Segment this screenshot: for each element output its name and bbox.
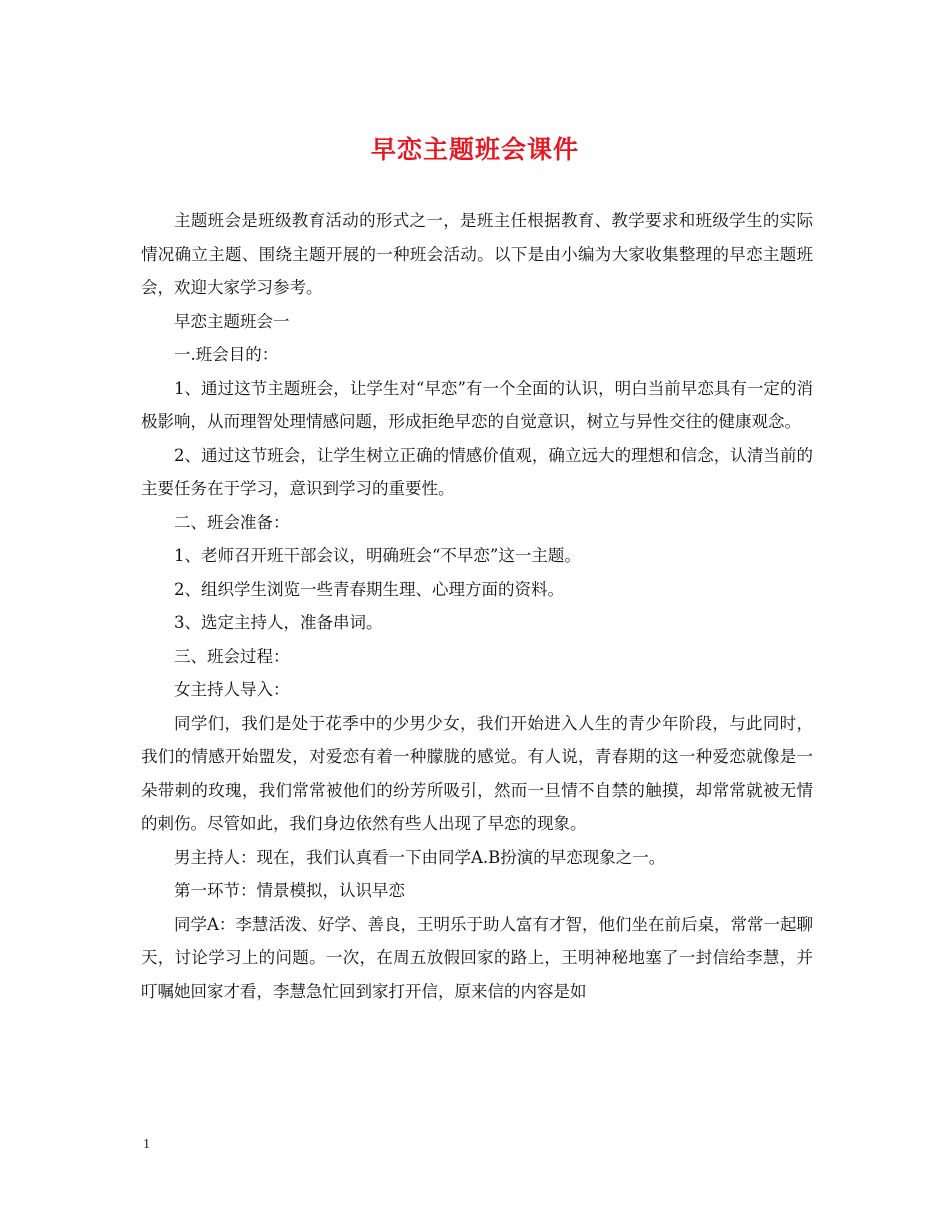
page-number: 1 [143, 1137, 150, 1152]
document-body [141, 204, 813, 1008]
paragraph: 1、老师召开班干部会议，明确班会“不早恋”这一主题。 [174, 546, 581, 565]
paragraph: 同学A：李慧活泼、好学、善良，王明乐于助人富有才智，他们坐在前后桌，常常一起聊天，讨论学习上的问题。一次，在周五放假回家的路上，王明神秘地塞了一封信给李慧，并叮嘱她回家才看，李慧急忙回到家打开信，原来信的内容是如 [141, 914, 813, 1001]
paragraph: 第一环节：情景模拟，认识早恋 [174, 881, 405, 900]
paragraph: 二、班会准备： [174, 512, 290, 532]
page-title: 早恋主题班会课件 [370, 135, 579, 164]
paragraph: 男主持人：现在，我们认真看一下由同学A.B扮演的早恋现象之一。 [174, 847, 666, 867]
paragraph: 2、组织学生浏览一些青春期生理、心理方面的资料。 [174, 579, 564, 599]
paragraph: 一.班会目的： [174, 345, 279, 364]
paragraph: 主题班会是班级教育活动的形式之一，是班主任根据教育、教学要求和班级学生的实际情况确立主题、围绕主题开展的一种班会活动。以下是由小编为大家收集整理的早恋主题班会，欢迎大家学习参考。 [141, 211, 813, 297]
paragraph: 女主持人导入： [174, 680, 290, 699]
paragraph: 1、通过这节主题班会，让学生对“早恋”有一个全面的认识，明白当前早恋具有一定的消极影响，从而理智处理情感问题，形成拒绝早恋的自觉意识，树立与异性交往的健康观念。 [141, 378, 813, 431]
paragraph: 早恋主题班会一 [174, 311, 290, 331]
paragraph: 2、通过这节班会，让学生树立正确的情感价值观，确立远大的理想和信念，认清当前的主要任务在于学习，意识到学习的重要性。 [141, 445, 813, 498]
paragraph: 三、班会过程： [174, 646, 290, 666]
paragraph: 同学们，我们是处于花季中的少男少女，我们开始进入人生的青少年阶段，与此同时，我们的情感开始盟发，对爱恋有着一种朦胧的感觉。有人说，青春期的这一种爱恋就像是一朵带刺的玫瑰，我们常常被他们的纷芳所吸引，然而一旦情不自禁的触摸，却常常就被无情的刺伤。尽管如此，我们身边依然有些人出现了早恋的现象。 [141, 713, 813, 833]
paragraph: 3、选定主持人，准备串词。 [174, 613, 383, 632]
